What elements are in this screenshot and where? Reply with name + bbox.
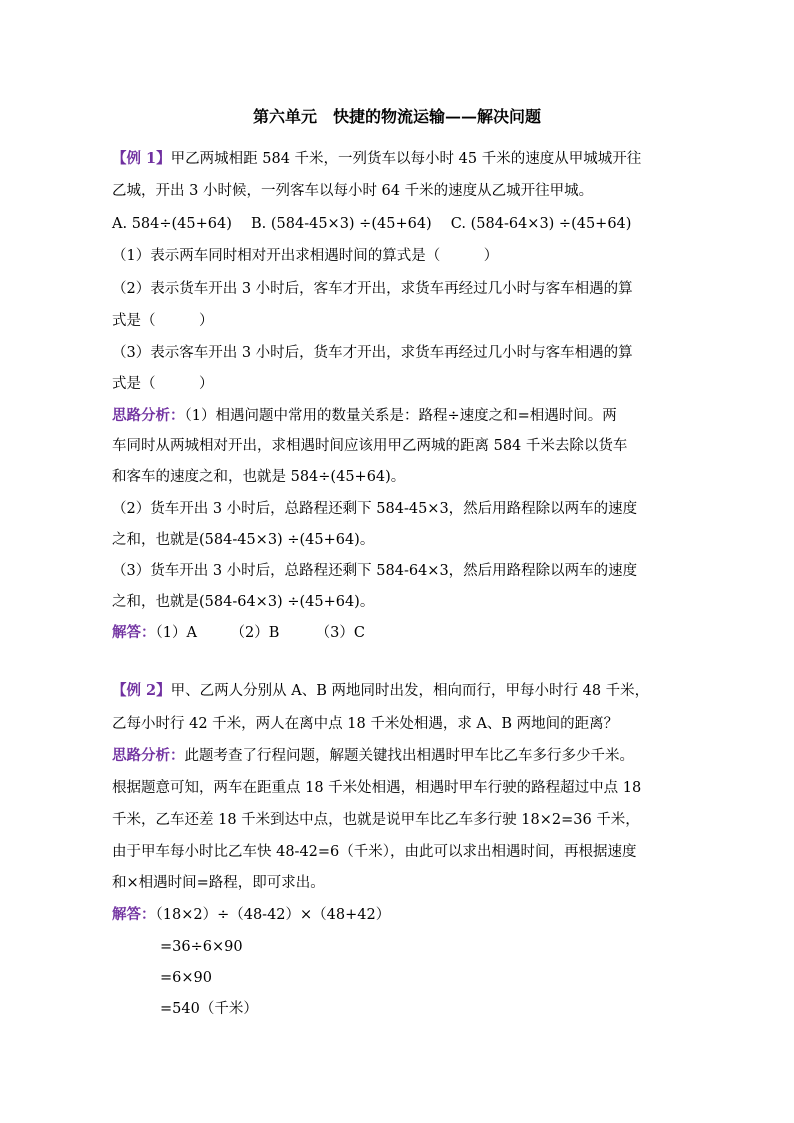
example1-question-3-cont: 式是（ ） [112, 376, 214, 392]
example2-analysis-line-1: 思路分析：此题考查了行程问题，解题关键找出相遇时甲车比乙车多行多少千米。 [112, 747, 634, 764]
example1-analysis-line-5: 之和，也就是(584-45×3) ÷(45+64)。 [112, 532, 375, 548]
example2-answer: 解答：（18×2）÷（48-42）×（48+42） [112, 906, 391, 923]
example1-answer-label: 解答： [112, 624, 156, 641]
example1-analysis-line-6: （3）货车开出 3 小时后，总路程还剩下 584-64×3，然后用路程除以两车的速度 [112, 563, 638, 579]
example1-question-3: （3）表示客车开出 3 小时后，货车才开出，求货车再经过几小时与客车相遇的算 [112, 345, 633, 361]
example2-step-1: =36÷6×90 [160, 939, 243, 955]
example1-analysis-line-2: 车同时从两城相对开出，求相遇时间应该用甲乙两城的距离 584 千米去除以货车 [112, 438, 628, 454]
example2-analysis-line-5: 和×相遇时间=路程，即可求出。 [112, 875, 325, 891]
example1-question-2-cont: 式是（ ） [112, 313, 214, 329]
example1-analysis-line-1: 思路分析：（1）相遇问题中常用的数量关系是：路程÷速度之和=相遇时间。两 [112, 407, 617, 424]
example1-options: A. 584÷(45+64) B. (584-45×3) ÷(45+64) C. (584-64×3) ÷(45+64) [112, 216, 632, 232]
example2-analysis-line-4: 由于甲车每小时比乙车快 48-42=6（千米），由此可以求出相遇时间，再根据速度 [112, 844, 637, 860]
example1-analysis-line-4: （2）货车开出 3 小时后，总路程还剩下 584-45×3，然后用路程除以两车的速度 [112, 501, 638, 517]
example2-tag: 【例 2】 [112, 682, 171, 699]
example1-answer: 解答：（1）A （2）B （3）C [112, 624, 366, 641]
example2-analysis-label: 思路分析： [112, 747, 185, 764]
example1-analysis-label: 思路分析： [112, 407, 185, 424]
example1-analysis-line-3: 和客车的速度之和，也就是 584÷(45+64)。 [112, 469, 406, 485]
example1-tag: 【例 1】 [112, 150, 171, 167]
example2-analysis-line-3: 千米，乙车还差 18 千米到达中点，也就是说甲车比乙车多行驶 18×2=36 千米， [112, 812, 640, 828]
example2-step-3: =540（千米） [160, 1001, 258, 1017]
example2-analysis-line-2: 根据题意可知，两车在距重点 18 千米处相遇，相遇时甲车行驶的路程超过中点 18 [112, 780, 642, 796]
example1-question-2: （2）表示货车开出 3 小时后，客车才开出，求货车再经过几小时与客车相遇的算 [112, 281, 633, 297]
example1-line-1: 【例 1】甲乙两城相距 584 千米，一列货车以每小时 45 千米的速度从甲城城开往 [112, 150, 642, 167]
example1-analysis-line-7: 之和，也就是(584-64×3) ÷(45+64)。 [112, 594, 375, 610]
example1-line-2: 乙城，开出 3 小时候，一列客车以每小时 64 千米的速度从乙城开往甲城。 [112, 183, 594, 199]
example2-answer-label: 解答： [112, 906, 156, 923]
example2-line-2: 乙每小时行 42 千米，两人在离中点 18 千米处相遇，求 A、B 两地间的距离？ [112, 716, 619, 732]
example2-line-1: 【例 2】甲、乙两人分别从 A、B 两地同时出发，相向而行，甲每小时行 48 千米， [112, 682, 650, 699]
example1-question-1: （1）表示两车同时相对开出求相遇时间的算式是（ ） [112, 248, 499, 264]
page-title: 第六单元 快捷的物流运输——解决问题 [252, 107, 541, 126]
example2-step-2: =6×90 [160, 970, 212, 986]
